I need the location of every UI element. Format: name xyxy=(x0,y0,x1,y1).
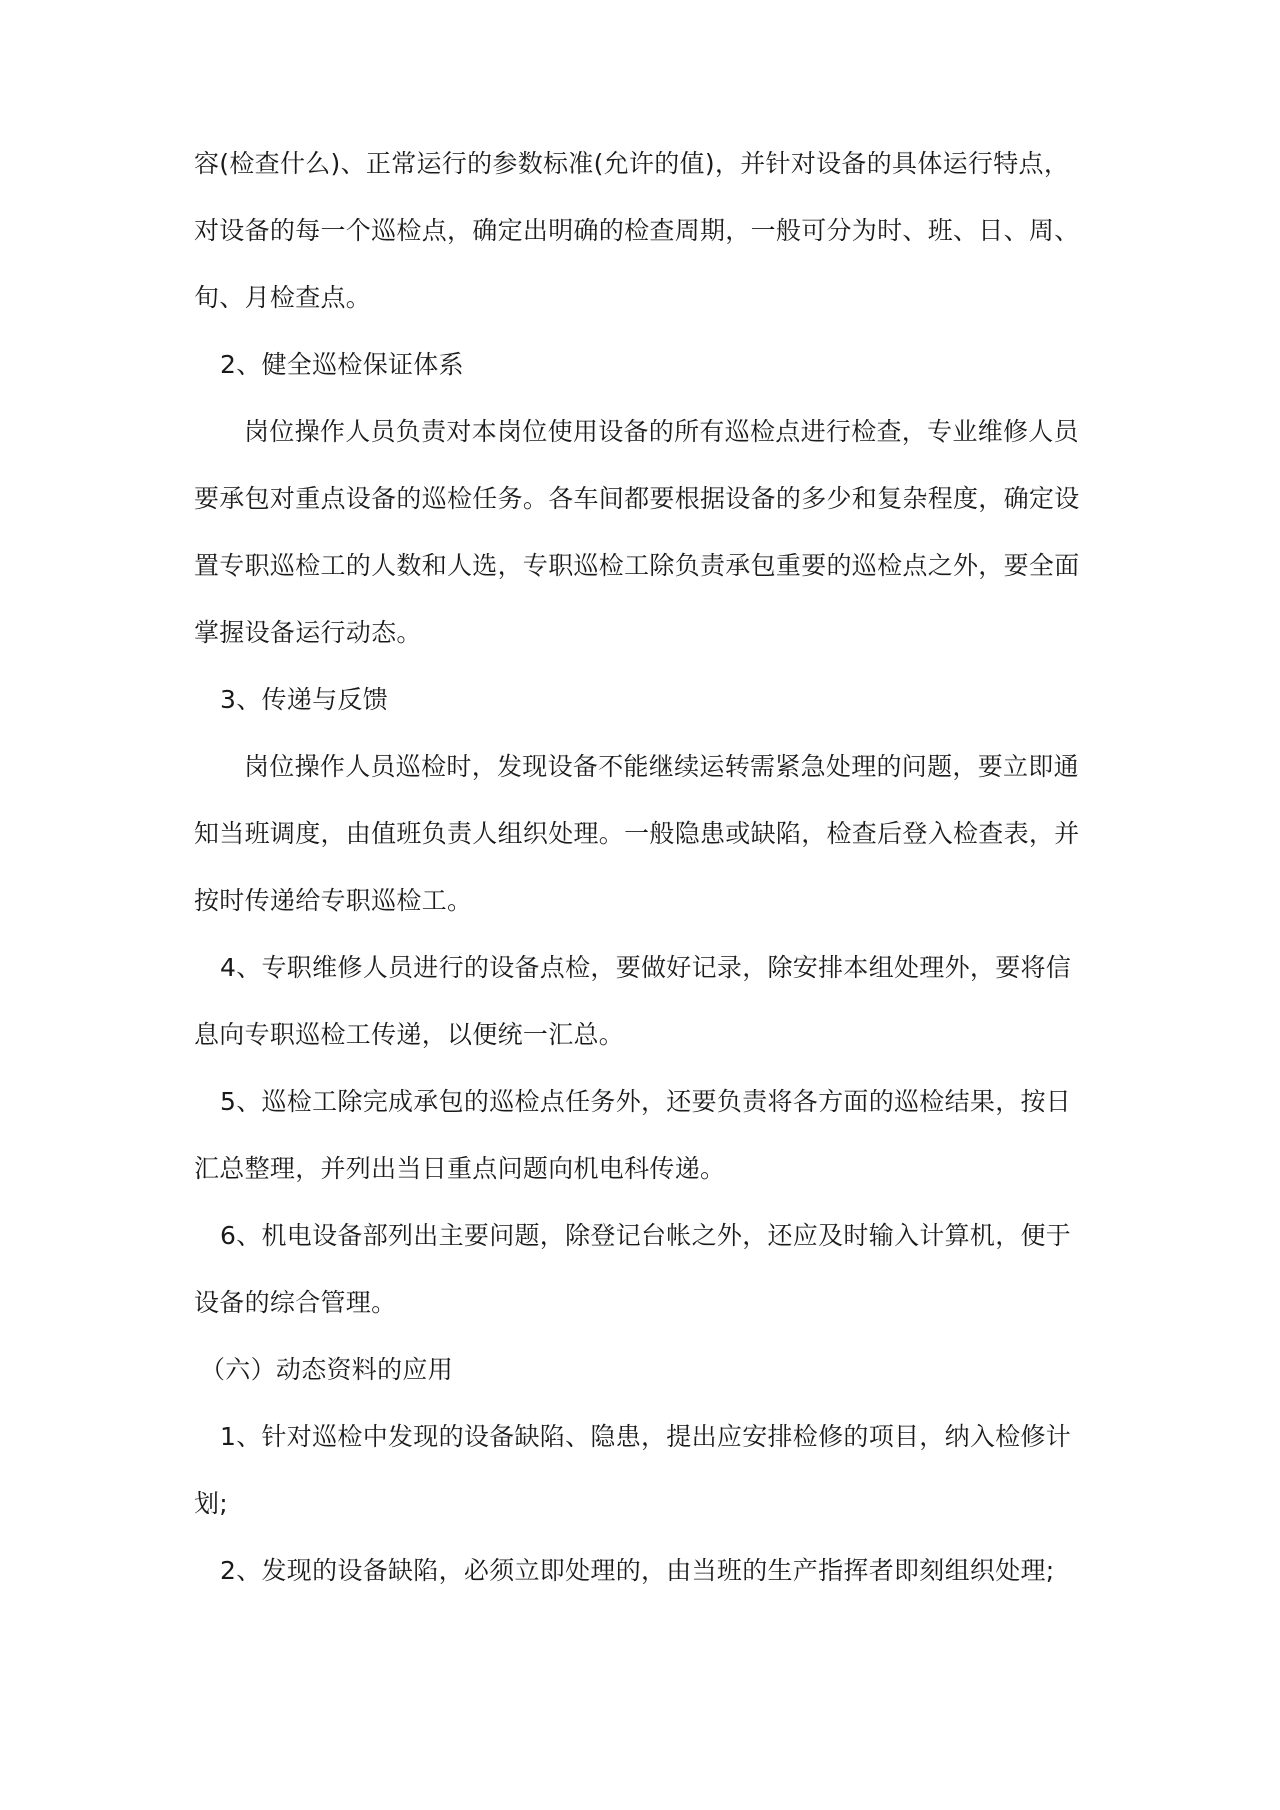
text-line: 设备的综合管理。 xyxy=(194,1288,397,1317)
section-heading: 2、健全巡检保证体系 xyxy=(220,350,464,379)
text-line: 2、发现的设备缺陷，必须立即处理的，由当班的生产指挥者即刻组织处理; xyxy=(220,1556,1055,1585)
text-line: 要承包对重点设备的巡检任务。各车间都要根据设备的多少和复杂程度，确定设 xyxy=(194,484,1080,513)
text-line: 4、专职维修人员进行的设备点检，要做好记录，除安排本组处理外，要将信 xyxy=(220,953,1072,982)
text-line: 对设备的每一个巡检点，确定出明确的检查周期，一般可分为时、班、日、周、 xyxy=(194,216,1080,245)
text-line: 旬、月检查点。 xyxy=(194,283,372,312)
text-line: 息向专职巡检工传递，以便统一汇总。 xyxy=(194,1020,625,1049)
text-line: 岗位操作人员负责对本岗位使用设备的所有巡检点进行检查，专业维修人员 xyxy=(244,417,1079,446)
text-line: 容(检查什么)、正常运行的参数标准(允许的值)，并针对设备的具体运行特点， xyxy=(194,149,1070,178)
text-line: 置专职巡检工的人数和人选，专职巡检工除负责承包重要的巡检点之外，要全面 xyxy=(194,551,1080,580)
text-line: 汇总整理，并列出当日重点问题向机电科传递。 xyxy=(194,1154,726,1183)
section-heading: （六）动态资料的应用 xyxy=(200,1355,454,1384)
section-heading: 3、传递与反馈 xyxy=(220,685,389,714)
text-line: 6、机电设备部列出主要问题，除登记台帐之外，还应及时输入计算机，便于 xyxy=(220,1221,1072,1250)
text-line: 1、针对巡检中发现的设备缺陷、隐患，提出应安排检修的项目，纳入检修计 xyxy=(220,1422,1072,1451)
text-line: 5、巡检工除完成承包的巡检点任务外，还要负责将各方面的巡检结果，按日 xyxy=(220,1087,1072,1116)
text-line: 按时传递给专职巡检工。 xyxy=(194,886,473,915)
text-line: 掌握设备运行动态。 xyxy=(194,618,422,647)
text-line: 划; xyxy=(194,1489,229,1518)
text-line: 岗位操作人员巡检时，发现设备不能继续运转需紧急处理的问题，要立即通 xyxy=(244,752,1079,781)
text-line: 知当班调度，由值班负责人组织处理。一般隐患或缺陷，检查后登入检查表，并 xyxy=(194,819,1080,848)
